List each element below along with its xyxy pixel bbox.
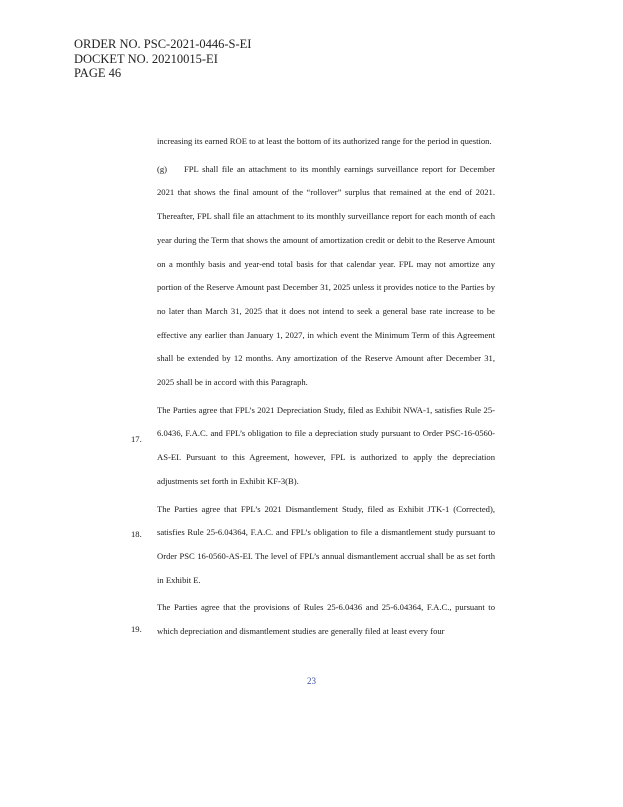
order-number: ORDER NO. PSC-2021-0446-S-EI bbox=[74, 37, 252, 51]
paragraph-18-number: 18. bbox=[131, 529, 142, 539]
paragraph-g-text: FPL shall file an attachment to its monthly earnings surveillance report for December 2021 that shows the final amount of the “rollover” surplus that remained at the end of 2021. Thereafter, FPL shall file an attachment to its monthly surveillance report for each month of each year during the Term that shows the amount of amortization credit or debit to the Reserve Amount on a monthly basis and year-end total basis for that calendar year. FPL may not amortize any portion of the Reserve Amount past December 31, 2025 unless it provides notice to the Parties by no later than March 31, 2025 that it does not intend to seek a general base rate increase to be effective any earlier than January 1, 2027, in which event the Minimum Term of this Agreement shall be extended by 12 months. Any amortization of the Reserve Amount after December 31, 2025 shall be in accord with this Paragraph. bbox=[157, 163, 495, 388]
paragraph-19-number: 19. bbox=[131, 624, 142, 634]
paragraph-17-number: 17. bbox=[131, 434, 142, 444]
document-header bbox=[74, 37, 251, 81]
paragraph-17: The Parties agree that FPL’s 2021 Depreciation Study, filed as Exhibit NWA-1, satisfies Rule 25-6.0436, F.A.C. and FPL’s obligation to file a depreciation study pursuant to Order PSC-16-0560-AS-EI. Pursuant to this Agreement, however, FPL is authorized to apply the depreciation adjustments set forth in Exhibit KF-3(B). bbox=[157, 404, 495, 486]
page-label: PAGE 46 bbox=[74, 66, 122, 80]
page-number: 23 bbox=[307, 676, 316, 686]
paragraph-g bbox=[157, 158, 495, 395]
document-body bbox=[157, 130, 495, 644]
paragraph-continued: increasing its earned ROE to at least the bottom of its authorized range for the period in question. bbox=[157, 136, 492, 146]
paragraph-19: The Parties agree that the provisions of Rules 25-6.0436 and 25-6.04364, F.A.C., pursuant to which depreciation and dismantlement studies are generally filed at least every four bbox=[157, 602, 495, 637]
docket-number: DOCKET NO. 20210015-EI bbox=[74, 51, 218, 66]
paragraph-g-label: (g) bbox=[157, 163, 168, 174]
paragraph-18: The Parties agree that FPL’s 2021 Dismantlement Study, filed as Exhibit JTK-1 (Corrected), satisfies Rule 25-6.04364, F.A.C. and FPL’s obligation to file a dismantlement study pursuant to Order PSC 16-0560-AS-EI. The level of FPL’s annual dismantlement accrual shall be as set forth in Exhibit E. bbox=[157, 503, 495, 585]
